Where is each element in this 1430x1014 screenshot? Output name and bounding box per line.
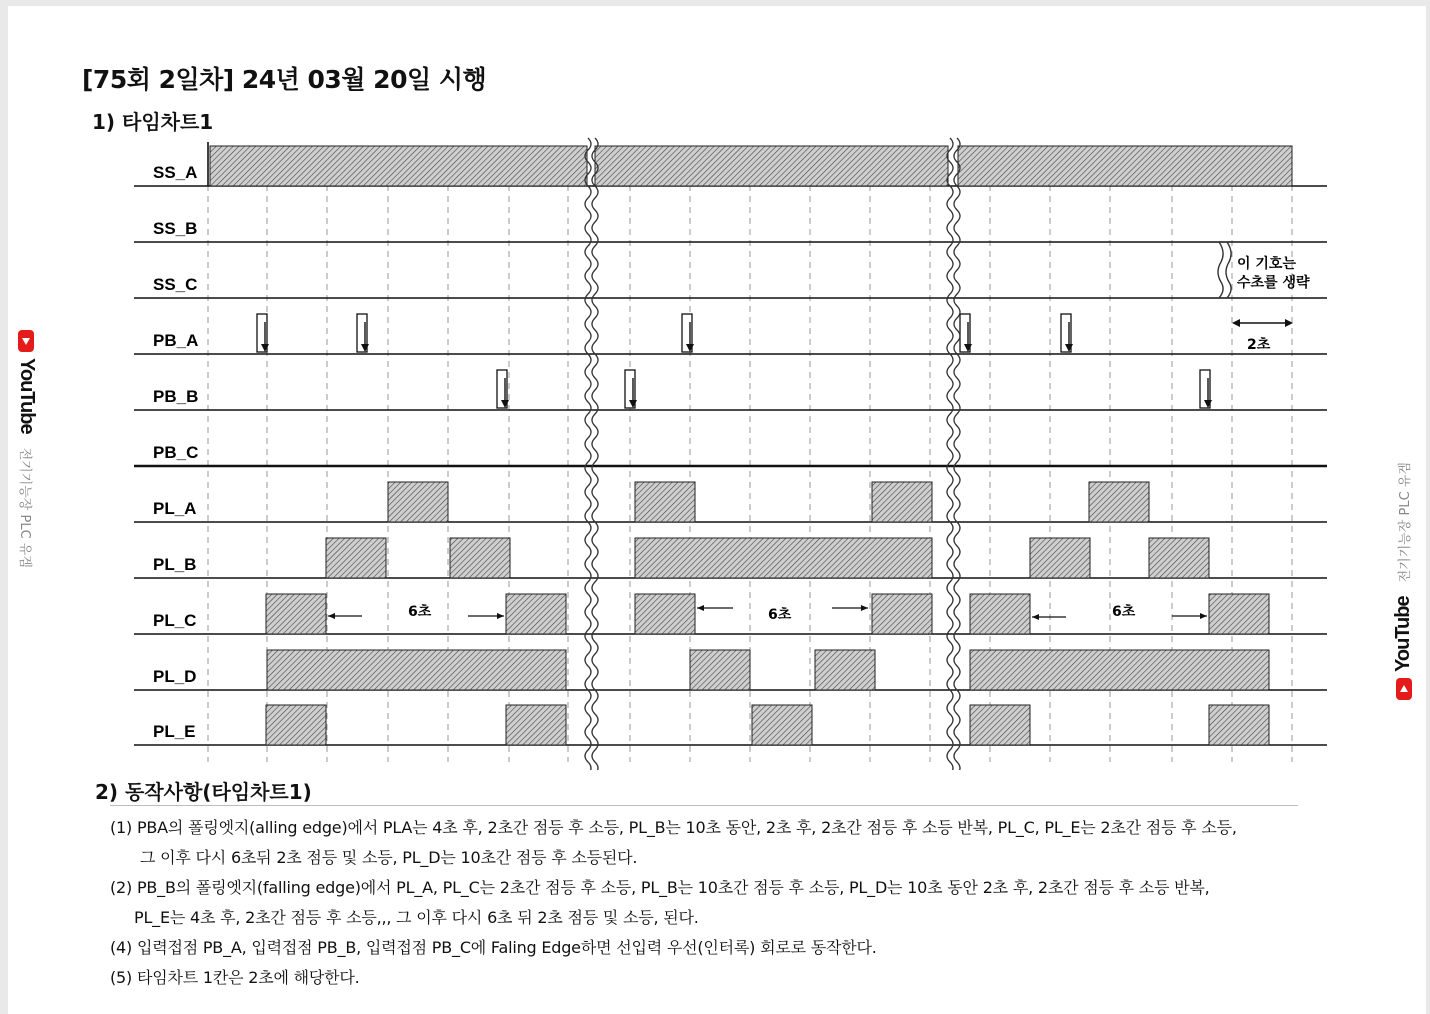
pulse-pl-e [506,705,566,745]
six-sec-label-2: 6초 [768,607,792,623]
section-title-timing-chart: 1) 타임차트1 [92,110,214,134]
note-2: (2) PB_B의 폴링엣지(falling edge)에서 PL_A, PL_C는 2초간 점등 후 소등, PL_B는 10초간 점등 후 소등, PL_D는 10초 동안 2초 후, 2초간 점등 후 소등 반복, [110,878,1210,897]
signal-label-pb-b: PB_B [153,387,199,406]
note-5: (5) 타임차트 1칸은 2초에 해당한다. [110,968,360,987]
six-sec-arrow-3-right-head [1200,613,1207,619]
youtube-wordmark: YouTube [1392,596,1414,672]
pulse-pl-b [1030,538,1090,578]
note-1-continued: 그 이후 다시 6초뒤 2초 점등 및 소등, PL_D는 10초간 점등 후 소등된다. [140,848,638,867]
page-title: [75회 2일차] 24년 03월 20일 시행 [82,65,487,94]
time-break-line [954,138,960,770]
time-break-marks [585,138,960,770]
signal-pulses [210,146,1292,745]
channel-name: 전기기능장 PLC 유겜 [1398,462,1413,583]
youtube-wordmark: YouTube [16,358,38,434]
section-title-operation: 2) 동작사항(타임차트1) [95,780,312,804]
pulse-pl-b [635,538,932,578]
pulse-pl-c [872,594,932,634]
omit-brace-right [1226,242,1231,298]
pulse-pl-d [267,650,566,690]
pulse-pl-d [815,650,875,690]
pulse-ss-a [595,146,948,186]
pulse-pl-e [266,705,326,745]
signal-label-pl-b: PL_B [153,555,197,574]
note-1: (1) PBA의 폴링엣지(alling edge)에서 PLA는 4초 후, 2초간 점등 후 소등, PL_B는 10초 동안, 2초 후, 2초간 점등 후 소등 반복, PL_C, PL_E는 2초간 점등 후 소등, [110,818,1237,837]
pulse-pl-c [506,594,566,634]
pulse-pl-b [450,538,510,578]
two-sec-label: 2초 [1247,337,1271,353]
section-divider [110,805,1298,806]
omit-brace-left [1218,242,1223,298]
omit-symbol-text-2: 수초를 생략 [1237,275,1310,291]
signal-label-ss-b: SS_B [153,219,198,238]
pulse-ss-a [958,146,1292,186]
pulse-ss-a [210,146,587,186]
pulse-pl-a [1089,482,1149,522]
signal-label-pb-a: PB_A [153,331,199,350]
six-sec-arrow-2-right-head [861,605,868,611]
omit-symbol-text-1: 이 기호는 [1237,256,1296,272]
pulse-pl-c [266,594,326,634]
note-4: (4) 입력접점 PB_A, 입력접점 PB_B, 입력접점 PB_C에 Faling Edge하면 선입력 우선(인터록) 회로로 동작한다. [110,938,877,957]
youtube-watermark-left [15,330,38,568]
six-sec-label-1: 6초 [408,604,432,620]
signal-label-ss-a: SS_A [153,163,198,182]
signal-label-pl-a: PL_A [153,499,197,518]
pulse-pl-d [970,650,1269,690]
pulse-pl-b [326,538,386,578]
time-break-line [947,138,953,770]
signal-label-pl-d: PL_D [153,667,197,686]
pulse-pl-a [872,482,932,522]
signal-label-pl-e: PL_E [153,722,196,741]
youtube-play-icon [1396,678,1412,700]
pulse-pl-e [752,705,812,745]
time-break-line [592,138,598,770]
youtube-play-icon [19,330,35,352]
youtube-watermark-right [1392,462,1415,700]
signal-label-pb-c: PB_C [153,443,199,462]
pulse-pl-a [635,482,695,522]
pulse-pl-b [1149,538,1209,578]
six-sec-arrow-3-left-head [1032,614,1039,620]
signal-label-pl-c: PL_C [153,611,197,630]
six-sec-label-3: 6초 [1112,604,1136,620]
pulse-pl-c [1209,594,1269,634]
pulse-pl-c [970,594,1030,634]
pulse-pl-c [635,594,695,634]
signal-label-ss-c: SS_C [153,275,198,294]
pulse-pl-d [690,650,750,690]
six-sec-arrow-2-left-head [697,605,704,611]
six-sec-arrow-1-left-head [328,613,335,619]
note-2-continued: PL_E는 4초 후, 2초간 점등 후 소등,,, 그 이후 다시 6초 뒤 2초 점등 및 소등, 된다. [134,908,699,927]
pulse-pl-a [388,482,448,522]
time-break-line [585,138,591,770]
channel-name: 전기기능장 PLC 유겜 [17,447,32,568]
two-sec-arrowhead-left [1232,319,1240,327]
six-sec-arrow-1-right-head [497,613,504,619]
pulse-pl-e [970,705,1030,745]
pulse-pl-e [1209,705,1269,745]
